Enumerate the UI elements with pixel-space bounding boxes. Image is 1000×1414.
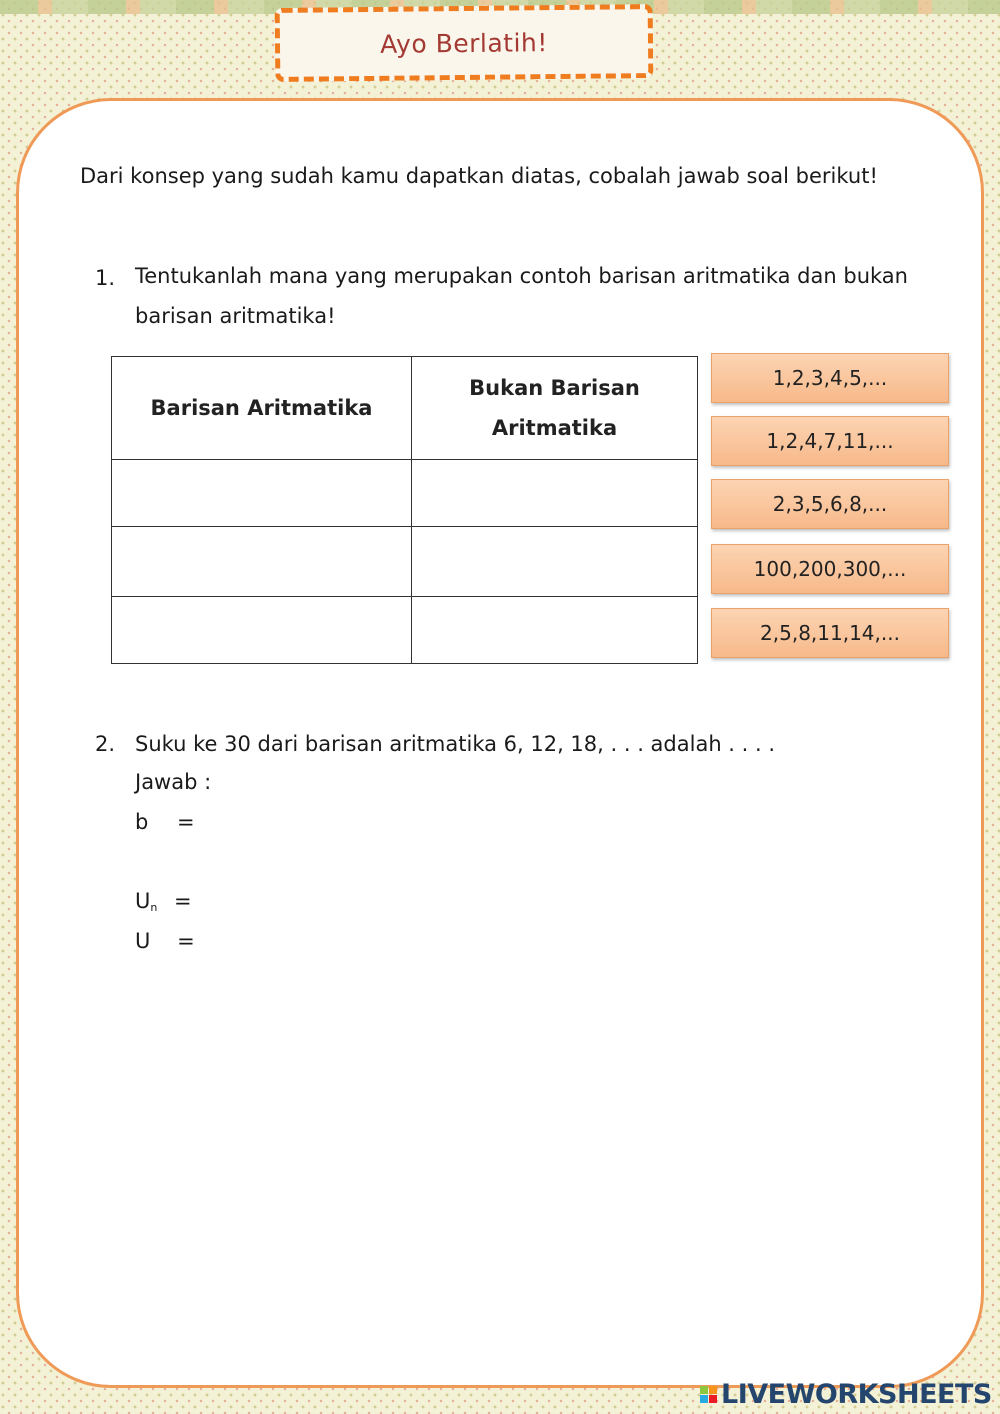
column-header-arithmetic: Barisan Aritmatika [112, 357, 412, 460]
drop-cell-arithmetic-3[interactable] [112, 597, 412, 664]
u-equals: = [177, 929, 195, 953]
b-label: b [135, 810, 149, 834]
drop-cell-not-arithmetic-2[interactable] [412, 527, 698, 597]
draggable-choice-3[interactable]: 2,3,5,6,8,... [711, 479, 949, 529]
u-label: U [135, 929, 151, 953]
draggable-choice-2[interactable]: 1,2,4,7,11,... [711, 416, 949, 466]
draggable-choice-1[interactable]: 1,2,3,4,5,... [711, 353, 949, 403]
liveworksheets-brand-text: LIVEWORKSHEETS [721, 1378, 992, 1410]
question-1-text: Tentukanlah mana yang merupakan contoh barisan aritmatika dan bukan barisan aritmatika! [135, 264, 908, 328]
un-label: U [135, 889, 151, 913]
intro-text: Dari konsep yang sudah kamu dapatkan diatas, cobalah jawab soal berikut! [80, 164, 878, 188]
un-subscript: n [150, 901, 158, 914]
u-line [135, 929, 195, 953]
answer-label: Jawab : [135, 770, 212, 794]
drop-cell-arithmetic-1[interactable] [112, 460, 412, 527]
column-header-not-arithmetic-label: Bukan Barisan Aritmatika [469, 376, 640, 440]
b-line [135, 810, 195, 834]
question-2-text: Suku ke 30 dari barisan aritmatika 6, 12, 18, . . . adalah . . . . [135, 732, 776, 756]
draggable-choice-5[interactable]: 2,5,8,11,14,... [711, 608, 949, 658]
question-1-number: 1. [95, 266, 116, 290]
liveworksheets-logo [700, 1378, 992, 1410]
column-header-not-arithmetic [412, 357, 698, 460]
un-line [135, 889, 192, 914]
question-2-number: 2. [95, 732, 116, 756]
page-title: Ayo Berlatih! [380, 27, 548, 59]
classification-table [111, 356, 698, 664]
b-equals: = [177, 810, 195, 834]
liveworksheets-logo-icon [700, 1386, 717, 1403]
draggable-choice-4[interactable]: 100,200,300,... [711, 544, 949, 594]
drop-cell-not-arithmetic-1[interactable] [412, 460, 698, 527]
drop-cell-arithmetic-2[interactable] [112, 527, 412, 597]
drop-cell-not-arithmetic-3[interactable] [412, 597, 698, 664]
title-tag [275, 4, 654, 82]
un-equals: = [174, 889, 192, 913]
